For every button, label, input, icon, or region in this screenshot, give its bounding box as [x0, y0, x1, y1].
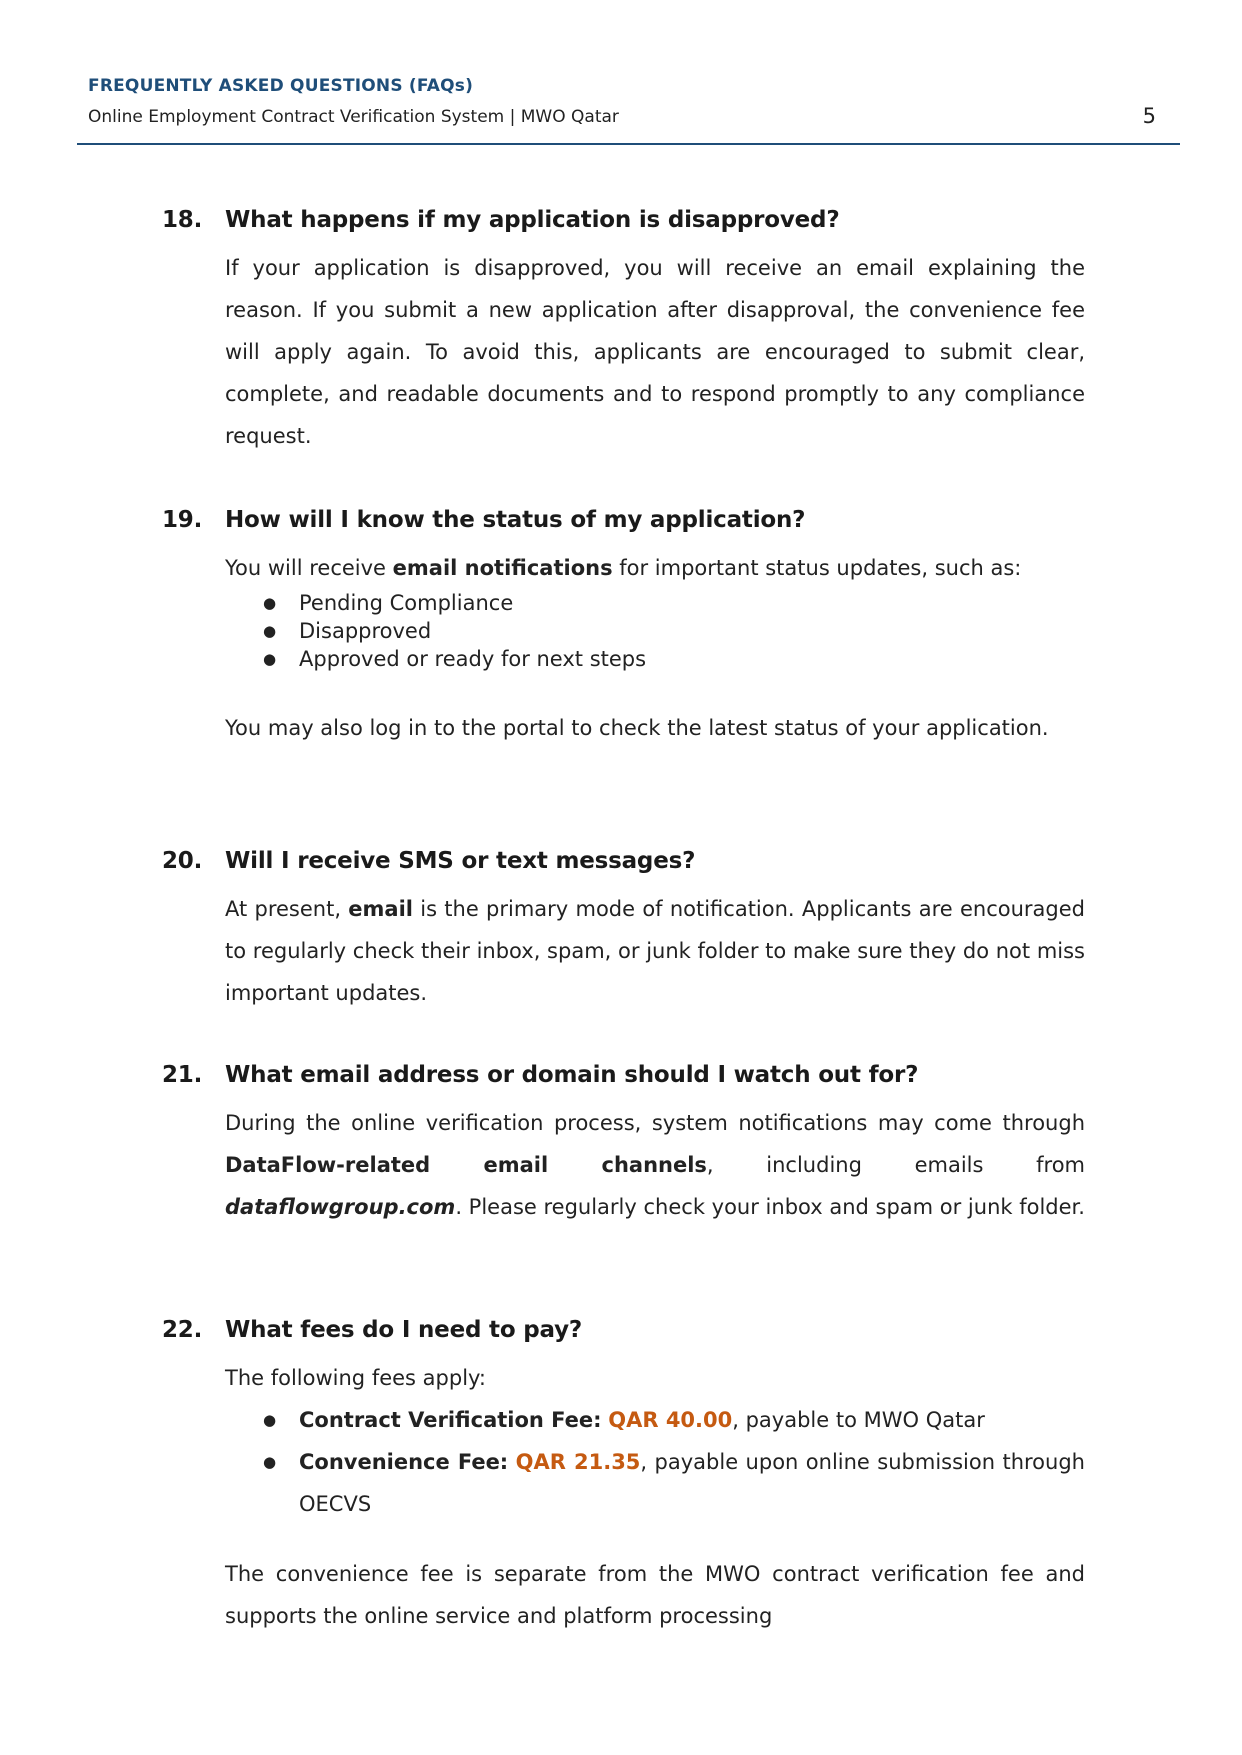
faq-item-18	[0, 207, 1242, 457]
faq-item-21	[0, 1062, 1242, 1228]
answer-text-middle: , including emails from	[706, 1153, 1085, 1177]
answer-intro: The following fees apply:	[225, 1366, 487, 1390]
page-number: 5	[1142, 104, 1156, 128]
fee-label: Contract Verification Fee:	[299, 1408, 602, 1432]
fee-item-convenience	[263, 1441, 1085, 1525]
fee-description: , payable to MWO Qatar	[732, 1408, 985, 1432]
fee-amount: QAR 40.00	[608, 1408, 733, 1432]
question-number: 19.	[162, 507, 203, 533]
faq-item-19	[0, 507, 1242, 749]
question-number: 22.	[162, 1317, 203, 1343]
answer-intro	[225, 547, 1085, 589]
status-list	[263, 589, 1085, 673]
list-item: ● Pending Compliance	[263, 589, 1085, 617]
answer-emphasis: email	[348, 897, 413, 921]
list-item: ● Disapproved	[263, 617, 1085, 645]
answer-outro: You may also log in to the portal to check the latest status of your application.	[225, 716, 1049, 740]
question-number: 18.	[162, 207, 203, 233]
question-number: 20.	[162, 848, 203, 874]
answer-text: If your application is disapproved, you will receive an email explaining the reason. If you submit a new application after disapproval, the convenience fee will apply again. To avoid this, applicants are encouraged to submit clear, complete, and readable documents and to respond promptly to any compliance request.	[225, 256, 1085, 448]
question-heading: How will I know the status of my application?	[225, 507, 806, 533]
fee-list	[263, 1399, 1085, 1525]
fee-description: , payable upon online submission through OECVS	[299, 1450, 1085, 1516]
fee-item-contract-verification	[263, 1399, 1085, 1441]
answer-text-start: During the online verification process, system notifications may come through	[225, 1111, 1085, 1135]
answer-intro-text-end: for important status updates, such as:	[612, 556, 1022, 580]
question-heading: What email address or domain should I watch out for?	[225, 1062, 919, 1088]
fee-label: Convenience Fee:	[299, 1450, 509, 1474]
faq-item-22	[0, 1317, 1242, 1637]
document-header-title: FREQUENTLY ASKED QUESTIONS (FAQs)	[88, 76, 474, 96]
answer-intro-emphasis: email notifications	[392, 556, 613, 580]
question-heading: What fees do I need to pay?	[225, 1317, 583, 1343]
document-header-subtitle: Online Employment Contract Verification System | MWO Qatar	[88, 107, 619, 127]
header-divider	[77, 143, 1180, 145]
fee-amount: QAR 21.35	[515, 1450, 641, 1474]
answer-text-end: . Please regularly check your inbox and spam or junk folder.	[455, 1195, 1085, 1219]
answer-text-end: is the primary mode of notification. Applicants are encouraged to regularly check their inbox, spam, or junk folder to make sure they do not miss important updates.	[225, 897, 1085, 1005]
answer-outro: The convenience fee is separate from the MWO contract verification fee and supports the online service and platform processing	[225, 1562, 1085, 1628]
faq-item-20	[0, 848, 1242, 1014]
answer-text-start: At present,	[225, 897, 349, 921]
answer-text	[225, 888, 1085, 1014]
answer-text	[225, 1102, 1085, 1228]
question-heading: Will I receive SMS or text messages?	[225, 848, 696, 874]
question-number: 21.	[162, 1062, 203, 1088]
answer-intro-text: You will receive	[225, 556, 393, 580]
list-item: ● Approved or ready for next steps	[263, 645, 1085, 673]
email-domain: dataflowgroup.com	[225, 1195, 456, 1219]
question-heading: What happens if my application is disapproved?	[225, 207, 840, 233]
answer-emphasis: DataFlow-related email channels	[225, 1153, 707, 1177]
